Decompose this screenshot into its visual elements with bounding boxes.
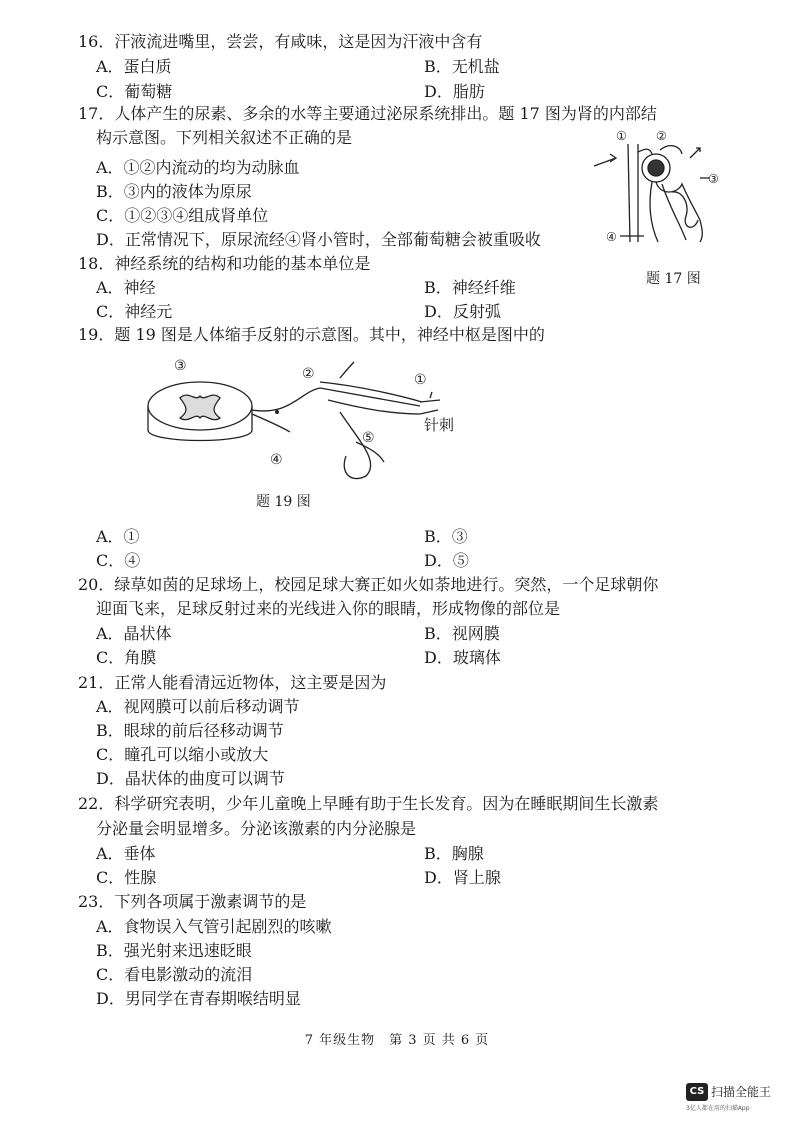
q18-option-d: D．反射弧 — [424, 302, 501, 321]
q19-option-d: D．⑤ — [424, 551, 469, 570]
q18-option-a: A．神经 — [96, 278, 156, 297]
q22-option-b: B．胸腺 — [424, 844, 484, 863]
q16-option-c: C．葡萄糖 — [96, 82, 173, 101]
watermark-tagline: 3亿人都在用的扫描App — [686, 1104, 750, 1112]
nephron-label-1: ① — [616, 129, 627, 143]
q23-option-a: A．食物误入气管引起剧烈的咳嗽 — [96, 917, 332, 936]
q22-stem-line2: 分泌量会明显增多。分泌该激素的内分泌腺是 — [96, 819, 417, 838]
page-footer: 7 年级生物 第 3 页 共 6 页 — [304, 1033, 490, 1048]
nephron-label-4: ④ — [606, 230, 617, 244]
q20-stem-line1: 20．绿草如茵的足球场上，校园足球大赛正如火如荼地进行。突然，一个足球朝你 — [78, 575, 659, 594]
q22-option-d: D．肾上腺 — [424, 868, 501, 887]
q20-option-d: D．玻璃体 — [424, 648, 501, 667]
nephron-diagram — [590, 124, 730, 264]
q20-option-b: B．视网膜 — [424, 624, 500, 643]
q23-stem: 23．下列各项属于激素调节的是 — [78, 892, 307, 911]
q21-option-c: C．瞳孔可以缩小或放大 — [96, 745, 269, 764]
q22-stem-line1: 22．科学研究表明，少年儿童晚上早睡有助于生长发育。因为在睡眠期间生长激素 — [78, 794, 659, 813]
figure-19-caption: 题 19 图 — [256, 494, 311, 510]
q21-option-b: B．眼球的前后径移动调节 — [96, 721, 284, 740]
reflex-label-2: ② — [302, 366, 315, 382]
q18-option-b: B．神经纤维 — [424, 278, 516, 297]
q17-option-d: D．正常情况下，原尿流经④肾小管时，全部葡萄糖会被重吸收 — [96, 230, 541, 249]
q17-option-a: A．①②内流动的均为动脉血 — [96, 158, 300, 177]
q20-option-a: A．晶状体 — [96, 624, 172, 643]
q23-option-d: D．男同学在青春期喉结明显 — [96, 989, 301, 1008]
q21-option-a: A．视网膜可以前后移动调节 — [96, 697, 300, 716]
q19-option-c: C．④ — [96, 551, 141, 570]
figure-17-caption: 题 17 图 — [646, 271, 701, 287]
q18-stem: 18．神经系统的结构和功能的基本单位是 — [78, 254, 371, 273]
scanner-watermark — [686, 1081, 786, 1112]
q19-option-a: A．① — [96, 527, 140, 546]
nephron-label-3: ③ — [708, 172, 719, 186]
q20-option-c: C．角膜 — [96, 648, 157, 667]
reflex-arc-diagram — [140, 352, 480, 492]
reflex-label-1: ① — [414, 372, 427, 388]
q17-option-c: C．①②③④组成肾单位 — [96, 206, 269, 225]
nephron-label-2: ② — [656, 129, 667, 143]
cs-logo-icon: CS — [686, 1083, 708, 1101]
reflex-label-5: ⑤ — [362, 430, 375, 446]
q19-option-b: B．③ — [424, 527, 468, 546]
q16-stem: 16．汗液流进嘴里，尝尝，有咸味，这是因为汗液中含有 — [78, 32, 483, 51]
q23-option-c: C．看电影激动的流泪 — [96, 965, 253, 984]
reflex-label-3: ③ — [174, 358, 187, 374]
q20-stem-line2: 迎面飞来，足球反射过来的光线进入你的眼睛，形成物像的部位是 — [96, 599, 561, 618]
reflex-label-4: ④ — [270, 452, 283, 468]
watermark-name: 扫描全能王 — [711, 1085, 772, 1099]
q18-option-c: C．神经元 — [96, 302, 173, 321]
q16-option-a: A．蛋白质 — [96, 57, 172, 76]
q17-stem-line2: 构示意图。下列相关叙述不正确的是 — [96, 128, 353, 147]
q16-option-b: B．无机盐 — [424, 57, 500, 76]
q22-option-a: A．垂体 — [96, 844, 156, 863]
q23-option-b: B．强光射来迅速眨眼 — [96, 941, 252, 960]
q21-stem: 21．正常人能看清远近物体，这主要是因为 — [78, 673, 387, 692]
q17-option-b: B．③内的液体为原尿 — [96, 182, 252, 201]
q22-option-c: C．性腺 — [96, 868, 157, 887]
needle-prick-label: 针刺 — [424, 416, 455, 434]
q17-stem-line1: 17．人体产生的尿素、多余的水等主要通过泌尿系统排出。题 17 图为肾的内部结 — [78, 104, 657, 123]
q19-stem: 19．题 19 图是人体缩手反射的示意图。其中，神经中枢是图中的 — [78, 325, 545, 344]
q16-option-d: D．脂肪 — [424, 82, 485, 101]
q21-option-d: D．晶状体的曲度可以调节 — [96, 769, 285, 788]
